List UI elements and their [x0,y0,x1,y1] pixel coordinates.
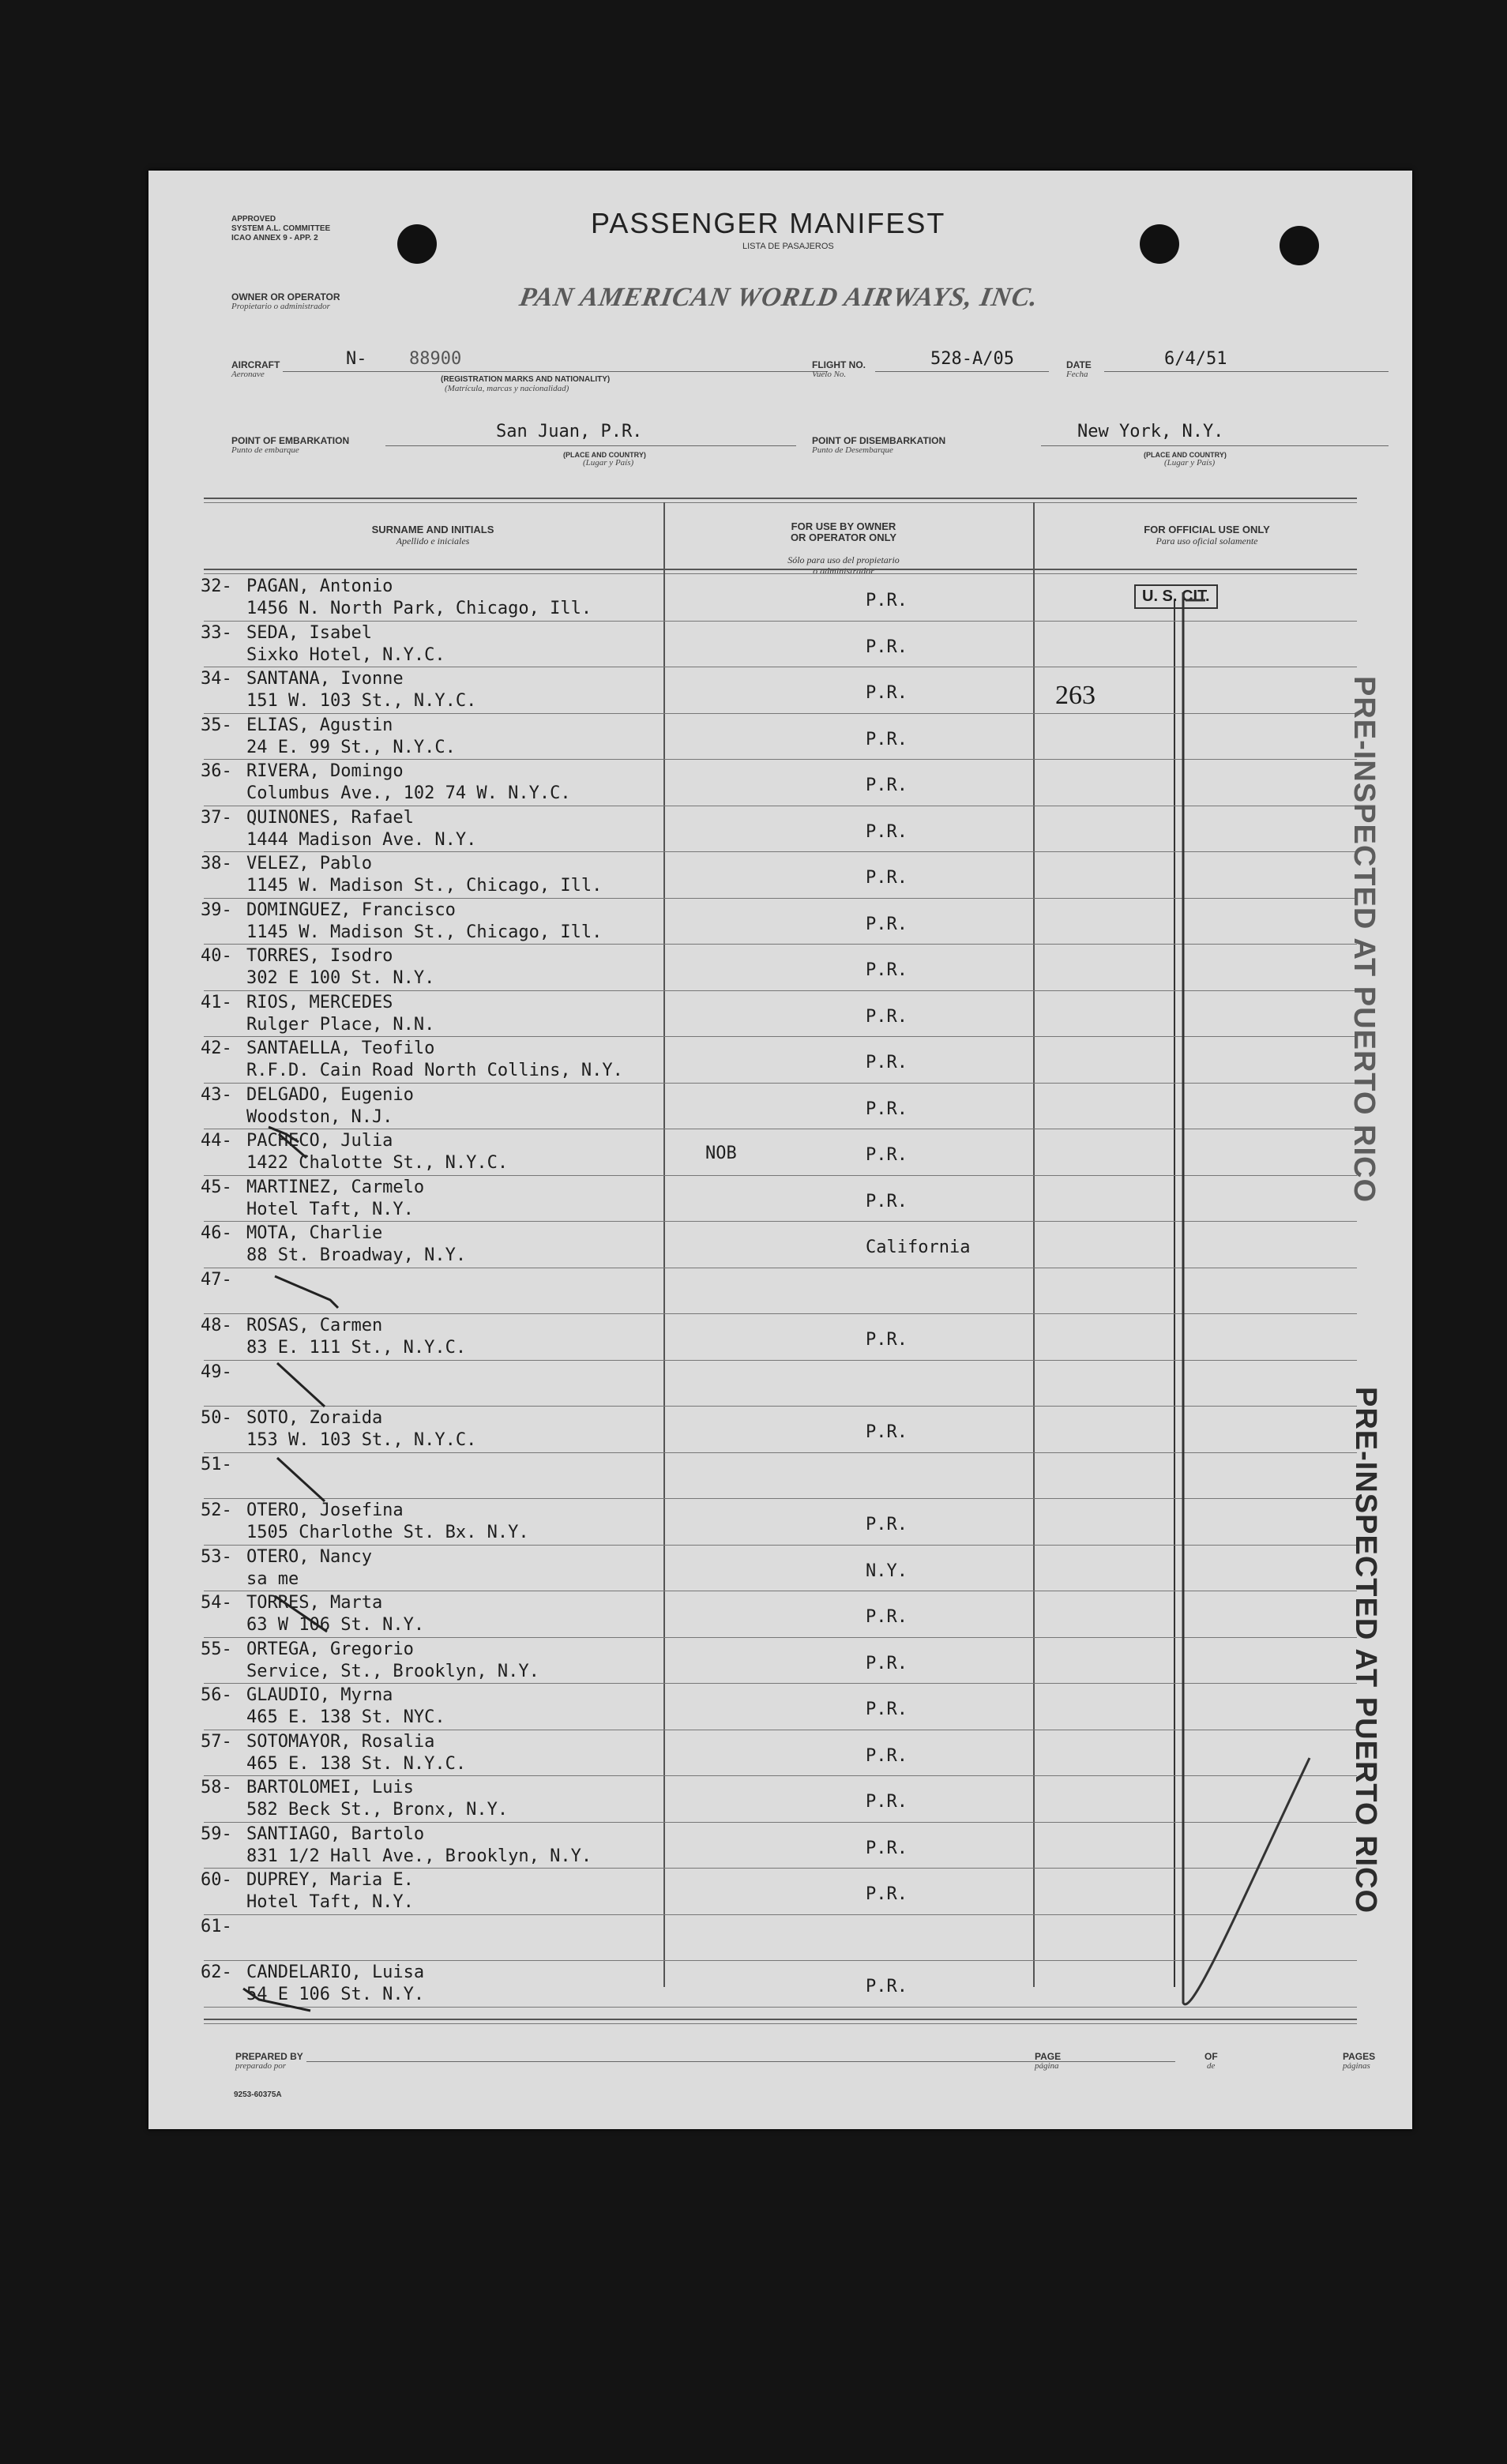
passenger-origin: P.R. [866,1191,908,1211]
passenger-number: 39- [201,900,232,920]
passenger-name: SOTO, Zoraida [246,1408,383,1428]
passenger-name: ORTEGA, Gregorio [246,1639,414,1659]
passenger-origin: P.R. [866,1422,908,1442]
col-header-official-es: Para uso oficial solamente [1156,535,1258,547]
passenger-origin: P.R. [866,683,908,703]
passenger-origin: P.R. [866,1653,908,1673]
passenger-number: 40- [201,946,232,966]
passenger-address: 153 W. 103 St., N.Y.C. [246,1430,477,1450]
of-label-es: de [1207,2061,1216,2071]
col-header-official: FOR OFFICIAL USE ONLY Para uso oficial solamente [1144,524,1270,547]
passenger-origin: P.R. [866,1145,908,1165]
passenger-origin: P.R. [866,821,908,842]
passenger-origin: P.R. [866,776,908,795]
passenger-origin: P.R. [866,1099,908,1119]
passenger-number: 56- [201,1685,232,1705]
passenger-name: SANTANA, Ivonne [246,669,404,689]
disembark-label-es: Punto de Desembarque [812,445,893,455]
passenger-address: 88 St. Broadway, N.Y. [246,1245,467,1265]
passenger-name: PACHECO, Julia [246,1131,393,1151]
preinspected-stamp-2: PRE-INSPECTED AT PUERTO RICO [1349,1387,1382,1914]
passenger-origin: P.R. [866,868,908,888]
passenger-number: 61- [201,1916,232,1936]
passenger-name: ROSAS, Carmen [246,1316,383,1335]
preinspected-stamp-1: PRE-INSPECTED AT PUERTO RICO [1347,676,1381,1204]
passenger-origin: P.R. [866,729,908,749]
passenger-origin: P.R. [866,1745,908,1766]
prepared-label: PREPARED BY [235,2051,303,2062]
pages-label: PAGES [1343,2051,1376,2062]
passenger-origin: P.R. [866,1700,908,1719]
embark-label: POINT OF EMBARKATION [231,435,350,446]
passenger-origin: P.R. [866,1884,908,1904]
passenger-number: 57- [201,1731,232,1752]
embark-value: San Juan, P.R. [496,422,643,441]
col-header-surname-es: Apellido e iniciales [396,535,470,547]
passenger-name: SANTAELLA, Teofilo [246,1039,435,1058]
passenger-number: 47- [201,1269,232,1290]
passenger-name: DUPREY, Maria E. [246,1870,414,1890]
passenger-number: 51- [201,1454,232,1474]
passenger-address: Rulger Place, N.N. [246,1014,435,1035]
page-label-es: página [1035,2061,1059,2071]
passenger-address: 151 W. 103 St., N.Y.C. [246,691,477,711]
disembark-place-label: (PLACE AND COUNTRY) [1144,451,1227,459]
passenger-number: 54- [201,1593,232,1613]
pages-label-es: páginas [1343,2061,1370,2071]
passenger-number: 32- [201,577,232,596]
embark-place-label: (PLACE AND COUNTRY) [563,451,646,459]
passenger-number: 52- [201,1501,232,1520]
passenger-number: 62- [201,1963,232,1982]
passenger-name: OTERO, Nancy [246,1546,372,1567]
passenger-number: 33- [201,622,232,643]
passenger-name: SEDA, Isabel [246,622,372,643]
aircraft-label-es: Aeronave [231,370,265,379]
passenger-number: 42- [201,1039,232,1058]
of-label: OF [1204,2051,1218,2062]
disembark-value: New York, N.Y. [1077,422,1224,441]
passenger-name: RIOS, MERCEDES [246,992,393,1012]
passenger-address: Woodston, N.J. [246,1106,393,1127]
passenger-origin: P.R. [866,591,908,610]
flight-label-es: Vuelo No. [812,370,847,379]
passenger-address: 831 1/2 Hall Ave., Brooklyn, N.Y. [246,1846,592,1866]
date-label-es: Fecha [1066,370,1088,379]
date-label: DATE [1066,359,1092,370]
passenger-address: R.F.D. Cain Road North Collins, N.Y. [246,1061,623,1080]
passenger-address: Service, St., Brooklyn, N.Y. [246,1661,539,1681]
passenger-origin: P.R. [866,1515,908,1534]
passenger-origin: P.R. [866,1977,908,1996]
passenger-number: 43- [201,1084,232,1105]
passenger-name: TORRES, Marta [246,1593,383,1613]
page-title: PASSENGER MANIFEST [591,207,946,239]
passenger-name: QUINONES, Rafael [246,807,414,828]
passenger-address: 1145 W. Madison St., Chicago, Ill. [246,876,603,896]
passenger-name: RIVERA, Domingo [246,761,404,781]
passenger-name: OTERO, Josefina [246,1501,404,1520]
manifest-sheet [148,171,1412,2129]
embark-label-es: Punto de embarque [231,445,299,455]
passenger-address: Columbus Ave., 102 74 W. N.Y.C. [246,783,571,803]
passenger-number: 46- [201,1223,232,1243]
passenger-origin: P.R. [866,1006,908,1027]
passenger-number: 36- [201,761,232,781]
passenger-number: 50- [201,1408,232,1428]
passenger-address: 465 E. 138 St. NYC. [246,1707,445,1727]
passenger-number: 53- [201,1546,232,1567]
passenger-number: 34- [201,669,232,689]
us-cit-stamp: U. S. CIT. [1134,584,1218,609]
passenger-number: 60- [201,1870,232,1890]
passenger-name: GLAUDIO, Myrna [246,1685,393,1705]
passenger-address: 24 E. 99 St., N.Y.C. [246,737,456,757]
passenger-number: 55- [201,1639,232,1659]
passenger-address: 1505 Charlothe St. Bx. N.Y. [246,1523,529,1542]
owner-label-es: Propietario o administrador [231,302,330,311]
passenger-origin: P.R. [866,637,908,657]
col-header-surname: SURNAME AND INITIALS Apellido e iniciales [371,524,494,547]
owner-label: OWNER OR OPERATOR [231,291,340,302]
col-header-owner-es: Sólo para uso del propietario o administrador [787,554,900,577]
passenger-name: DELGADO, Eugenio [246,1084,414,1105]
passenger-origin: P.R. [866,914,908,934]
passenger-number: 37- [201,807,232,828]
passenger-address: 54 E 106 St. N.Y. [246,1985,425,2004]
passenger-name: MOTA, Charlie [246,1223,383,1243]
page-title-es: LISTA DE PASAJEROS [742,242,834,251]
passenger-address: 83 E. 111 St., N.Y.C. [246,1338,467,1358]
passenger-origin: California [866,1238,971,1257]
form-code: 9253-60375A [234,2090,282,2099]
disembark-label: POINT OF DISEMBARKATION [812,435,946,446]
passenger-number: 41- [201,992,232,1012]
passenger-name: CANDELARIO, Luisa [246,1963,425,1982]
passenger-name: SOTOMAYOR, Rosalia [246,1731,435,1752]
official-number: 263 [1055,681,1095,710]
registration-label: (REGISTRATION MARKS AND NATIONALITY) [441,375,611,384]
passenger-origin: P.R. [866,1607,908,1627]
passenger-note: NOB [705,1144,737,1163]
passenger-name: TORRES, Isodro [246,946,393,966]
passenger-address: Hotel Taft, N.Y. [246,1892,414,1912]
passenger-name: PAGAN, Antonio [246,577,393,596]
passenger-origin: N.Y. [866,1561,908,1581]
passenger-number: 49- [201,1362,232,1382]
passenger-name: BARTOLOMEI, Luis [246,1778,414,1797]
page-label: PAGE [1035,2051,1062,2062]
passenger-number: 45- [201,1177,232,1197]
airline-name: PAN AMERICAN WORLD AIRWAYS, INC. [517,283,1041,312]
passenger-address: 63 W 106 St. N.Y. [246,1615,425,1635]
passenger-address: 1422 Chalotte St., N.Y.C. [246,1153,509,1173]
col-header-owner: FOR USE BY OWNER OR OPERATOR ONLY Sólo para uso del propietario o administrador [670,510,1017,588]
passenger-origin: P.R. [866,1053,908,1072]
passenger-name: ELIAS, Agustin [246,715,393,735]
flight-label: FLIGHT NO. [812,359,866,370]
passenger-name: SANTIAGO, Bartolo [246,1824,425,1844]
passenger-number: 38- [201,854,232,873]
passenger-name: DOMINGUEZ, Francisco [246,900,456,920]
registration-label-es: (Matrícula, marcas y nacionalidad) [445,384,569,393]
passenger-address: Hotel Taft, N.Y. [246,1199,414,1219]
passenger-name: MARTINEZ, Carmelo [246,1177,425,1197]
passenger-origin: P.R. [866,1792,908,1812]
passenger-name: VELEZ, Pablo [246,854,372,873]
passenger-number: 59- [201,1824,232,1844]
disembark-place-label-es: (Lugar y País) [1164,458,1216,468]
approved-block: APPROVED SYSTEM A.L. COMMITTEE ICAO ANNEX 9 - APP. 2 [231,215,331,242]
passenger-origin: P.R. [866,960,908,980]
passenger-address: 302 E 100 St. N.Y. [246,968,435,988]
aircraft-label: AIRCRAFT [231,359,280,370]
passenger-origin: P.R. [866,1330,908,1350]
passenger-address: 1145 W. Madison St., Chicago, Ill. [246,922,603,942]
passenger-address: 1456 N. North Park, Chicago, Ill. [246,599,592,618]
prepared-label-es: preparado por [235,2061,287,2071]
passenger-address: 1444 Madison Ave. N.Y. [246,829,477,850]
aircraft-number: 88900 [409,349,462,369]
passenger-address: 582 Beck St., Bronx, N.Y. [246,1800,509,1820]
passenger-origin: P.R. [866,1838,908,1858]
passenger-number: 58- [201,1778,232,1797]
flight-number: 528-A/05 [930,349,1014,369]
passenger-number: 48- [201,1316,232,1335]
passenger-address: Sixko Hotel, N.Y.C. [246,644,445,665]
passenger-number: 35- [201,715,232,735]
passenger-address: 465 E. 138 St. N.Y.C. [246,1753,467,1774]
aircraft-prefix: N- [346,349,367,369]
handwritten-marks [148,171,1412,2129]
passenger-number: 44- [201,1131,232,1151]
passenger-address: sa me [246,1568,299,1589]
embark-place-label-es: (Lugar y País) [583,458,634,468]
flight-date: 6/4/51 [1164,349,1227,369]
